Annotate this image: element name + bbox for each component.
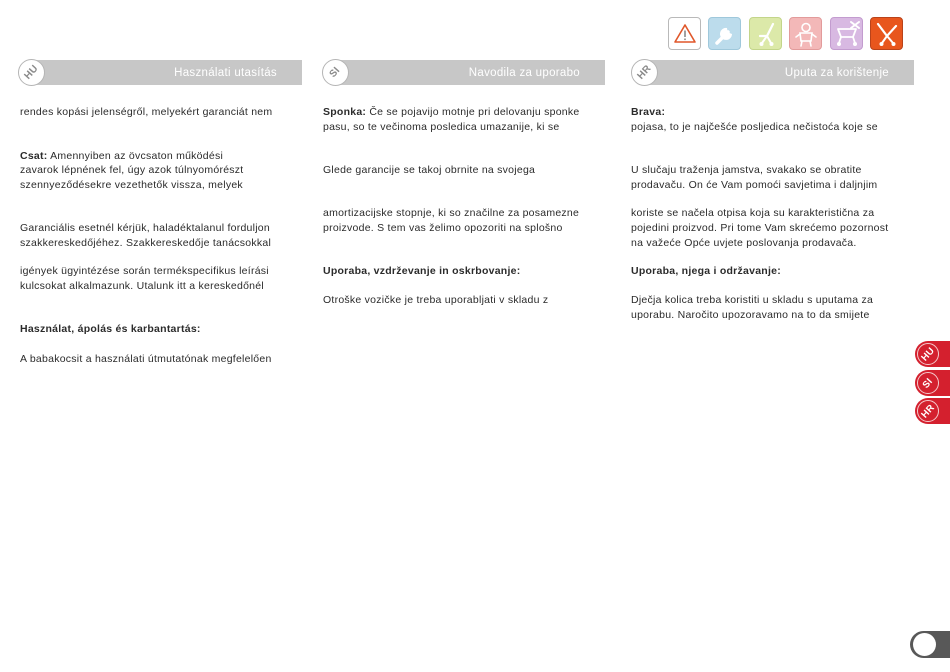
text-line — [20, 178, 243, 192]
text-line — [323, 293, 548, 307]
run-in-heading: Uporaba, vzdrževanje in oskrbovanje: — [323, 265, 521, 277]
language-badge — [631, 59, 658, 86]
text-line — [631, 293, 873, 307]
run-in-heading: Brava: — [631, 106, 666, 118]
text-line — [631, 236, 857, 250]
text-line — [323, 105, 579, 119]
text-line — [20, 149, 223, 163]
line-text: pojedini proizvod. Pri tome Vam skrećemo pozornost — [631, 222, 889, 234]
header-title: Navodila za uporabo — [468, 66, 580, 79]
line-text: Dječja kolica treba koristiti u skladu s uputama za — [631, 294, 874, 306]
text-line — [20, 163, 243, 177]
subsection-heading — [20, 322, 201, 336]
line-text: igények ügyintézése során termékspecifikus leírási — [20, 265, 269, 277]
text-line — [323, 206, 579, 220]
line-text: proizvode. S tem vas želimo opozoriti na splošno — [323, 222, 563, 234]
text-line — [20, 221, 270, 235]
subsection-heading — [631, 264, 781, 278]
line-text: uporabu. Naročito upozoravamo na to da smijete — [631, 309, 870, 321]
side-tab-badge — [917, 400, 939, 422]
page-marker — [910, 631, 950, 658]
line-text: prodavaču. On će Vam pomoći savjetima i daljnjim — [631, 179, 878, 191]
text-line — [631, 206, 874, 220]
language-code: SI — [328, 65, 343, 80]
section-header — [26, 60, 302, 85]
line-text: koriste se načela otpisa koja su karakteristična za — [631, 207, 875, 219]
text-line — [631, 120, 878, 134]
line-text: zavarok lépnének fel, úgy azok túlnyomórészt — [20, 164, 244, 176]
text-line — [20, 279, 264, 293]
side-tab-label: HU — [919, 344, 937, 364]
line-text: szennyeződésekre vezethetők vissza, melyek — [20, 179, 243, 191]
line-text: Garanciális esetnél kérjük, haladéktalanul forduljon — [20, 222, 270, 234]
side-tab-badge — [917, 372, 939, 394]
column-si — [322, 0, 605, 672]
text-line — [20, 236, 271, 250]
text-line — [20, 352, 272, 366]
subsection-heading — [323, 264, 520, 278]
run-in-heading: Használat, ápolás és karbantartás: — [20, 323, 201, 335]
side-tab-label: HR — [919, 401, 937, 421]
line-text: Amennyiben az övcsaton működési — [47, 150, 224, 162]
page-marker-dot — [913, 633, 936, 656]
text-line — [323, 120, 559, 134]
text-line — [631, 105, 665, 119]
run-in-heading: Uporaba, njega i održavanje: — [631, 265, 781, 277]
language-badge — [322, 59, 349, 86]
text-line — [631, 221, 888, 235]
header-title: Uputa za korištenje — [784, 66, 889, 79]
text-line — [631, 163, 862, 177]
line-text: pojasa, to je najčešće posljedica nečistoća koje se — [631, 121, 878, 133]
section-header — [330, 60, 605, 85]
line-text: na važeće Opće uvjete poslovanja prodavača. — [631, 237, 857, 249]
language-badge — [18, 59, 45, 86]
text-line — [20, 105, 272, 119]
section-header — [639, 60, 914, 85]
column-hr — [631, 0, 914, 672]
line-text: A babakocsit a használati útmutatónak megfelelően — [20, 353, 272, 365]
text-line — [631, 178, 877, 192]
line-text: Otroške vozičke je treba uporabljati v skladu z — [323, 294, 549, 306]
run-in-heading: Csat: — [20, 150, 48, 162]
side-tab-hu[interactable] — [915, 341, 950, 367]
run-in-heading: Sponka: — [323, 106, 367, 118]
line-text: U slučaju traženja jamstva, svakako se obratite — [631, 164, 862, 176]
line-text: pasu, so te večinoma posledica umazanije, ki se — [323, 121, 560, 133]
line-text: Če se pojavijo motnje pri delovanju sponke — [366, 106, 580, 118]
column-hu — [18, 0, 302, 672]
line-text: kulcsokat alkalmazunk. Utalunk itt a kereskedőnél — [20, 280, 264, 292]
text-line — [323, 163, 535, 177]
side-tab-si[interactable] — [915, 370, 950, 396]
line-text: rendes kopási jelenségről, melyekért garanciát nem — [20, 106, 273, 118]
text-line — [631, 308, 870, 322]
header-title: Használati utasítás — [174, 66, 277, 79]
language-code: HR — [635, 63, 654, 82]
line-text: szakkereskedőjéhez. Szakkereskedője tanácsokkal — [20, 237, 272, 249]
side-tab-badge — [917, 343, 939, 365]
side-tab-label: SI — [920, 375, 936, 391]
side-tab-hr[interactable] — [915, 398, 950, 424]
language-code: HU — [22, 63, 41, 82]
text-line — [20, 264, 269, 278]
text-line — [323, 221, 563, 235]
line-text: amortizacijske stopnje, ki so značilne za posamezne — [323, 207, 580, 219]
line-text: Glede garancije se takoj obrnite na svojega — [323, 164, 536, 176]
